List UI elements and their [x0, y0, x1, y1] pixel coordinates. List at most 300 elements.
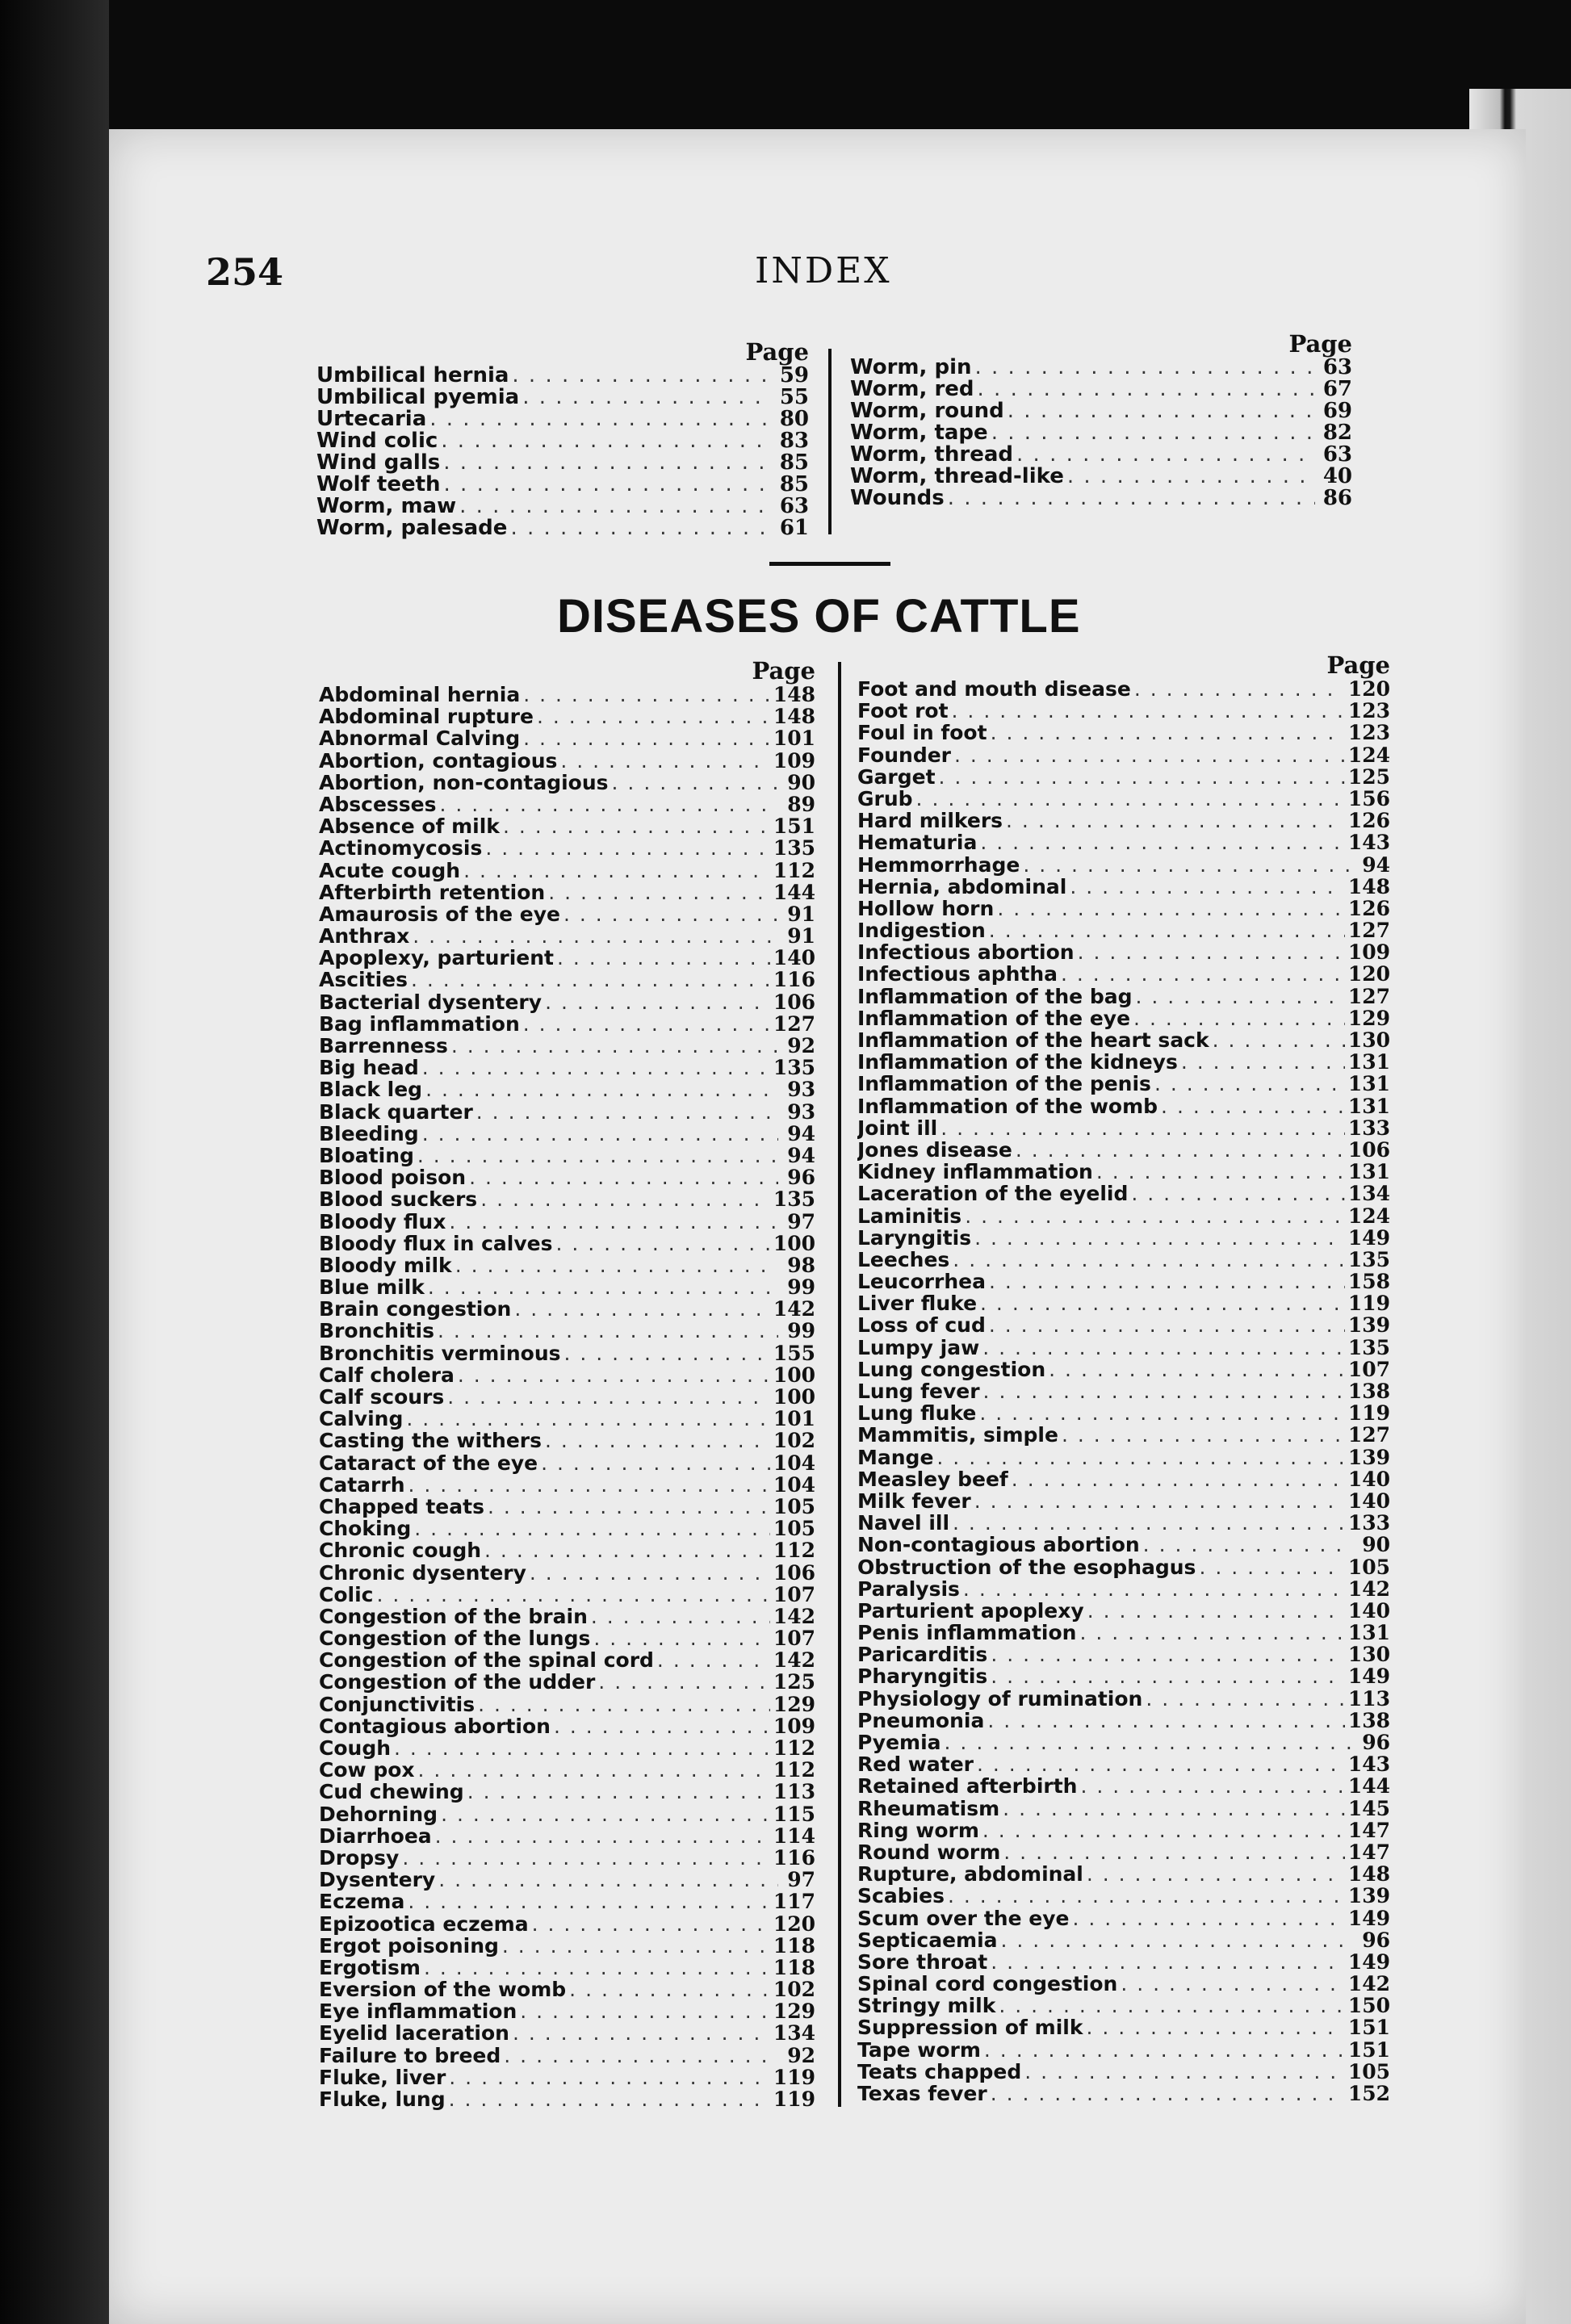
index-page-number: 131	[1347, 1095, 1390, 1117]
index-term: Mange	[857, 1446, 934, 1468]
index-term: Failure to breed	[319, 2044, 501, 2066]
index-term: Founder	[857, 743, 952, 766]
index-term: Eczema	[319, 1891, 405, 1913]
index-page-number: 118	[773, 1934, 815, 1957]
dot-leader	[1062, 1424, 1345, 1446]
index-page-number: 149	[1347, 1907, 1390, 1929]
index-entry	[316, 496, 809, 517]
index-page-number: 99	[787, 1320, 815, 1342]
index-term: Bloody flux in calves	[319, 1232, 553, 1254]
index-term: Scum over the eye	[857, 1907, 1070, 1929]
index-page-number: 142	[1347, 1973, 1390, 1995]
dot-leader	[1023, 854, 1353, 876]
dot-leader	[510, 517, 772, 539]
dot-leader	[537, 706, 770, 727]
dot-leader	[417, 1145, 778, 1166]
index-entry	[319, 1649, 815, 1671]
index-entry	[857, 1775, 1390, 1797]
index-entry	[319, 1913, 815, 1935]
index-term: Garget	[857, 765, 936, 788]
dot-leader	[541, 1452, 770, 1474]
index-entry	[857, 2016, 1390, 2038]
dot-leader	[1072, 1907, 1344, 1929]
dot-leader	[991, 722, 1345, 743]
index-entry	[319, 1430, 815, 1451]
dot-leader	[422, 1057, 770, 1078]
dot-leader	[1070, 876, 1344, 898]
index-page-number: 92	[787, 2044, 815, 2066]
dot-leader	[953, 1512, 1345, 1534]
index-page-number: 116	[773, 969, 815, 991]
index-entry	[319, 1979, 815, 2000]
index-entry	[850, 357, 1352, 379]
index-page-number: 112	[773, 859, 815, 881]
dot-leader	[406, 1408, 769, 1430]
dot-leader	[982, 1819, 1345, 1841]
index-term: Colic	[319, 1583, 374, 1606]
index-term: Jones disease	[857, 1138, 1012, 1162]
dot-leader	[1154, 1073, 1345, 1095]
dot-leader	[984, 2039, 1345, 2061]
index-page-number: 148	[1347, 1863, 1390, 1886]
index-entry	[857, 1644, 1390, 1665]
index-term: Laceration of the eyelid	[857, 1183, 1129, 1205]
index-term: Wind colic	[316, 430, 438, 452]
index-page-number: 100	[773, 1232, 815, 1254]
index-page-number: 104	[773, 1451, 815, 1474]
index-entry	[319, 2088, 815, 2110]
index-term: Ergotism	[319, 1956, 421, 1979]
index-entry	[319, 750, 815, 772]
index-page-number: 127	[1347, 1424, 1390, 1447]
index-term: Wounds	[850, 488, 945, 509]
index-page-number: 97	[787, 1869, 815, 1891]
index-entry	[319, 991, 815, 1013]
index-term: Calving	[319, 1408, 404, 1430]
dot-leader	[1161, 1095, 1345, 1117]
index-page-number: 138	[1347, 1709, 1390, 1731]
running-head: INDEX	[755, 250, 892, 291]
index-page-number: 127	[773, 1012, 815, 1035]
index-term: Cow pox	[319, 1759, 415, 1782]
index-page-number: 126	[1347, 810, 1390, 832]
dot-leader	[974, 1227, 1345, 1249]
index-page-number: 133	[1347, 1116, 1390, 1139]
dot-leader	[449, 2066, 770, 2088]
dot-leader	[564, 1342, 770, 1364]
index-term: Round worm	[857, 1840, 1001, 1864]
index-entry	[319, 1671, 815, 1693]
index-page-number: 151	[1347, 2016, 1390, 2039]
dot-leader	[480, 1188, 770, 1210]
index-term: Abdominal hernia	[319, 684, 521, 706]
dot-leader	[1079, 1622, 1344, 1644]
index-term: Worm, thread-like	[850, 466, 1064, 488]
index-entry	[857, 831, 1390, 853]
index-page-number: 99	[787, 1276, 815, 1299]
dot-leader	[463, 860, 770, 881]
index-term: Septicaemia	[857, 1928, 998, 1951]
index-page-number: 83	[779, 430, 809, 452]
index-page-number: 158	[1347, 1271, 1390, 1293]
dot-leader	[485, 837, 769, 859]
dot-leader	[612, 772, 778, 794]
dot-leader	[447, 1386, 770, 1408]
index-entry	[857, 1183, 1390, 1204]
index-term: Brain congestion	[319, 1298, 512, 1321]
index-entry	[857, 1073, 1390, 1095]
index-page-number: 125	[773, 1671, 815, 1694]
dot-leader	[999, 1995, 1344, 2016]
dot-leader	[974, 1490, 1345, 1512]
index-page-number: 112	[773, 1759, 815, 1782]
top-left-column	[316, 339, 809, 539]
dot-leader	[504, 2045, 778, 2066]
section-rule	[769, 562, 890, 566]
index-page-number: 135	[773, 1188, 815, 1211]
index-page-number: 147	[1347, 1840, 1390, 1864]
index-term: Physiology of rumination	[857, 1687, 1143, 1710]
dot-leader	[520, 2000, 770, 2022]
index-entry	[857, 2083, 1390, 2104]
index-entry	[319, 1320, 815, 1342]
index-page-number: 147	[1347, 1819, 1390, 1841]
index-page-number: 94	[1362, 853, 1390, 876]
index-page-number: 91	[787, 925, 815, 948]
index-term: Dehorning	[319, 1803, 438, 1825]
index-page-number: 109	[1347, 941, 1390, 964]
index-entry	[319, 1825, 815, 1847]
index-term: Navel ill	[857, 1512, 950, 1535]
index-term: Scabies	[857, 1885, 945, 1907]
index-entry	[319, 1803, 815, 1825]
dot-leader	[991, 422, 1315, 444]
index-entry	[857, 1665, 1390, 1687]
index-page-number: 149	[1347, 1226, 1390, 1249]
index-page-number: 135	[773, 837, 815, 860]
index-page-number: 139	[1347, 1314, 1390, 1337]
index-page-number: 63	[1322, 444, 1352, 466]
dot-leader	[1131, 1183, 1344, 1204]
dot-leader	[1016, 1139, 1345, 1161]
index-term: Barrenness	[319, 1035, 448, 1057]
index-list	[319, 684, 815, 2110]
index-page-number: 101	[773, 1408, 815, 1430]
index-term: Dropsy	[319, 1846, 400, 1870]
dot-leader	[557, 947, 770, 969]
index-entry	[316, 517, 809, 539]
index-entry	[319, 1694, 815, 1715]
index-page-number: 85	[779, 474, 809, 496]
index-list	[850, 357, 1352, 509]
index-entry	[316, 452, 809, 474]
index-page-number: 55	[779, 387, 809, 408]
index-page-number: 119	[773, 2088, 815, 2111]
page-column-label: Page	[1326, 651, 1390, 679]
index-page-number: 142	[773, 1298, 815, 1321]
index-entry	[857, 1161, 1390, 1183]
dot-leader	[449, 1211, 778, 1233]
dot-leader	[476, 1101, 778, 1123]
dot-leader	[954, 744, 1345, 766]
index-term: Epizootica eczema	[319, 1912, 529, 1935]
dot-leader	[514, 1298, 769, 1320]
index-term: Abortion, contagious	[319, 749, 558, 772]
index-page-number: 151	[773, 815, 815, 838]
index-entry	[319, 1627, 815, 1649]
index-page-number: 144	[1347, 1775, 1390, 1798]
index-entry	[857, 1885, 1390, 1907]
index-entry	[857, 810, 1390, 831]
index-term: Measley beef	[857, 1468, 1008, 1490]
index-term: Congestion of the lungs	[319, 1627, 591, 1650]
index-page-number: 90	[787, 771, 815, 794]
index-term: Bacterial dysentery	[319, 990, 543, 1013]
index-page-number: 69	[1322, 400, 1352, 422]
page-column-label: Page	[1288, 330, 1352, 358]
index-term: Liver fluke	[857, 1292, 978, 1315]
index-term: Laminitis	[857, 1204, 962, 1227]
index-entry	[857, 1951, 1390, 1973]
dot-leader	[1080, 1775, 1344, 1797]
index-entry	[319, 1715, 815, 1737]
index-entry	[857, 2061, 1390, 2083]
dot-leader	[560, 750, 769, 772]
index-term: Leeches	[857, 1248, 950, 1271]
index-entry	[857, 1380, 1390, 1402]
index-entry	[319, 772, 815, 794]
index-page-number: 145	[1347, 1797, 1390, 1819]
index-entry	[319, 1211, 815, 1233]
index-page-number: 82	[1322, 422, 1352, 444]
dot-leader	[1008, 400, 1315, 422]
index-entry	[319, 1518, 815, 1539]
index-entry	[857, 1973, 1390, 1995]
index-page-number: 63	[779, 496, 809, 517]
index-entry	[857, 1337, 1390, 1359]
index-entry	[857, 1359, 1390, 1380]
index-term: Inflammation of the eye	[857, 1007, 1131, 1029]
dot-leader	[435, 1825, 770, 1847]
index-page-number: 114	[773, 1824, 815, 1847]
index-term: Spinal cord congestion	[857, 1973, 1118, 1995]
index-entry	[319, 1342, 815, 1364]
index-entry	[319, 1166, 815, 1188]
dot-leader	[1087, 1600, 1345, 1622]
index-page-number: 96	[787, 1166, 815, 1189]
index-page-number: 89	[787, 793, 815, 816]
index-term: Foul in foot	[857, 722, 987, 744]
dot-leader	[1134, 678, 1345, 700]
index-term: Suppression of milk	[857, 2016, 1083, 2039]
column-divider	[828, 349, 832, 534]
index-page-number: 112	[773, 1539, 815, 1562]
index-entry	[319, 1145, 815, 1166]
index-term: Obstruction of the esophagus	[857, 1556, 1196, 1578]
index-entry	[850, 444, 1352, 466]
dot-leader	[428, 1276, 778, 1298]
index-entry	[319, 1847, 815, 1869]
index-entry	[857, 1424, 1390, 1446]
index-term: Milk fever	[857, 1489, 971, 1513]
index-entry	[857, 1314, 1390, 1336]
dot-leader	[657, 1649, 770, 1671]
index-term: Ring worm	[857, 1819, 979, 1841]
index-entry	[857, 788, 1390, 810]
dot-leader	[530, 1562, 770, 1584]
index-page-number: 140	[1347, 1489, 1390, 1513]
dot-leader	[411, 969, 770, 990]
index-term: Congestion of the udder	[319, 1671, 596, 1694]
index-entry	[319, 925, 815, 947]
index-entry	[319, 794, 815, 815]
dot-leader	[1049, 1359, 1345, 1380]
index-term: Hemmorrhage	[857, 853, 1020, 876]
index-term: Stringy milk	[857, 1995, 996, 2017]
dot-leader	[441, 1803, 770, 1825]
dot-leader	[444, 474, 772, 496]
index-term: Non-contagious abortion	[857, 1534, 1140, 1556]
dot-leader	[455, 1254, 778, 1276]
dot-leader	[1096, 1161, 1345, 1183]
index-term: Catarrh	[319, 1473, 405, 1496]
index-entry	[319, 727, 815, 749]
index-page-number: 107	[773, 1627, 815, 1650]
index-page-number: 61	[779, 517, 809, 539]
index-term: Eversion of the womb	[319, 1979, 567, 2001]
dot-leader	[569, 1979, 770, 2000]
dot-leader	[523, 1013, 770, 1035]
index-term: Inflammation of the penis	[857, 1073, 1151, 1095]
index-term: Laryngitis	[857, 1226, 972, 1249]
index-term: Apoplexy, parturient	[319, 947, 554, 969]
dot-leader	[1006, 810, 1345, 831]
index-term: Eye inflammation	[319, 2000, 517, 2023]
index-page-number: 148	[773, 684, 815, 706]
index-entry	[857, 1995, 1390, 2016]
index-page-number: 127	[1347, 919, 1390, 942]
dot-leader	[1086, 2016, 1344, 2038]
index-page-number: 131	[1347, 1161, 1390, 1183]
dot-leader	[1136, 986, 1345, 1007]
dot-leader	[425, 1078, 778, 1100]
index-page-number: 149	[1347, 1665, 1390, 1688]
index-term: Anthrax	[319, 925, 410, 948]
index-entry	[857, 941, 1390, 963]
index-entry	[857, 1490, 1390, 1512]
index-entry	[857, 1249, 1390, 1271]
index-term: Penis inflammation	[857, 1622, 1077, 1644]
index-page-number: 140	[1347, 1599, 1390, 1623]
dot-leader	[989, 1314, 1345, 1336]
dot-leader	[936, 1447, 1344, 1468]
index-page-number: 144	[773, 881, 815, 903]
dot-leader	[440, 794, 779, 815]
index-entry	[319, 881, 815, 903]
page-number: 254	[206, 250, 284, 294]
index-term: Blood poison	[319, 1166, 467, 1189]
index-page-number: 155	[773, 1342, 815, 1364]
index-entry	[319, 1254, 815, 1276]
dot-leader	[512, 365, 772, 387]
dot-leader	[459, 496, 772, 517]
index-term: Inflammation of the heart sack	[857, 1029, 1209, 1052]
index-entry	[857, 854, 1390, 876]
index-term: Paricarditis	[857, 1644, 988, 1666]
index-entry	[857, 986, 1390, 1007]
index-entry	[857, 1556, 1390, 1578]
dot-leader	[532, 1913, 770, 1935]
index-term: Absence of milk	[319, 815, 500, 838]
index-entry	[319, 684, 815, 706]
index-term: Worm, pin	[850, 357, 972, 379]
index-page-number: 138	[1347, 1380, 1390, 1403]
index-page-number: 130	[1347, 1029, 1390, 1052]
dot-leader	[952, 700, 1345, 722]
index-page-number: 112	[773, 1737, 815, 1760]
index-term: Bloody milk	[319, 1254, 452, 1277]
dot-leader	[467, 1781, 770, 1803]
index-entry	[316, 430, 809, 452]
index-term: Bronchitis verminous	[319, 1342, 561, 1364]
index-entry	[857, 1600, 1390, 1622]
index-page-number: 119	[773, 2066, 815, 2088]
dot-leader	[503, 815, 770, 837]
index-term: Abortion, non-contagious	[319, 771, 609, 794]
index-page-number: 102	[773, 1430, 815, 1452]
index-entry	[857, 919, 1390, 941]
index-page-number: 135	[1347, 1248, 1390, 1271]
index-entry	[857, 1622, 1390, 1644]
column-divider	[838, 662, 841, 2107]
index-term: Bleeding	[319, 1122, 419, 1145]
index-page-number: 126	[1347, 897, 1390, 920]
index-term: Cataract of the eye	[319, 1451, 538, 1474]
dot-leader	[394, 1737, 770, 1759]
index-entry	[857, 1117, 1390, 1139]
index-page-number: 106	[773, 990, 815, 1013]
dot-leader	[429, 408, 772, 430]
index-entry	[857, 1205, 1390, 1227]
index-term: Cough	[319, 1737, 392, 1760]
dot-leader	[939, 766, 1345, 788]
index-page-number: 117	[773, 1891, 815, 1913]
index-page-number: 94	[787, 1122, 815, 1145]
index-term: Kidney inflammation	[857, 1161, 1093, 1183]
index-entry	[319, 903, 815, 925]
index-term: Amaurosis of the eye	[319, 902, 560, 926]
index-page-number: 143	[1347, 1753, 1390, 1776]
index-page-number: 140	[773, 947, 815, 969]
index-term: Pneumonia	[857, 1709, 985, 1731]
index-page-number: 142	[773, 1605, 815, 1628]
index-term: Acute cough	[319, 859, 461, 881]
index-page-number: 96	[1362, 1731, 1390, 1754]
index-page-number: 133	[1347, 1512, 1390, 1535]
dot-leader	[1181, 1051, 1345, 1073]
dot-leader	[556, 1233, 770, 1254]
index-term: Parturient apoplexy	[857, 1599, 1084, 1623]
index-page-number: 139	[1347, 1885, 1390, 1907]
index-page-number: 63	[1322, 357, 1352, 379]
index-page-number: 93	[787, 1100, 815, 1123]
index-page-number: 106	[1347, 1138, 1390, 1162]
index-term: Calf cholera	[319, 1363, 455, 1386]
index-term: Pharyngitis	[857, 1665, 988, 1688]
index-entry	[850, 379, 1352, 400]
index-term: Bloating	[319, 1144, 414, 1167]
index-entry	[857, 700, 1390, 722]
